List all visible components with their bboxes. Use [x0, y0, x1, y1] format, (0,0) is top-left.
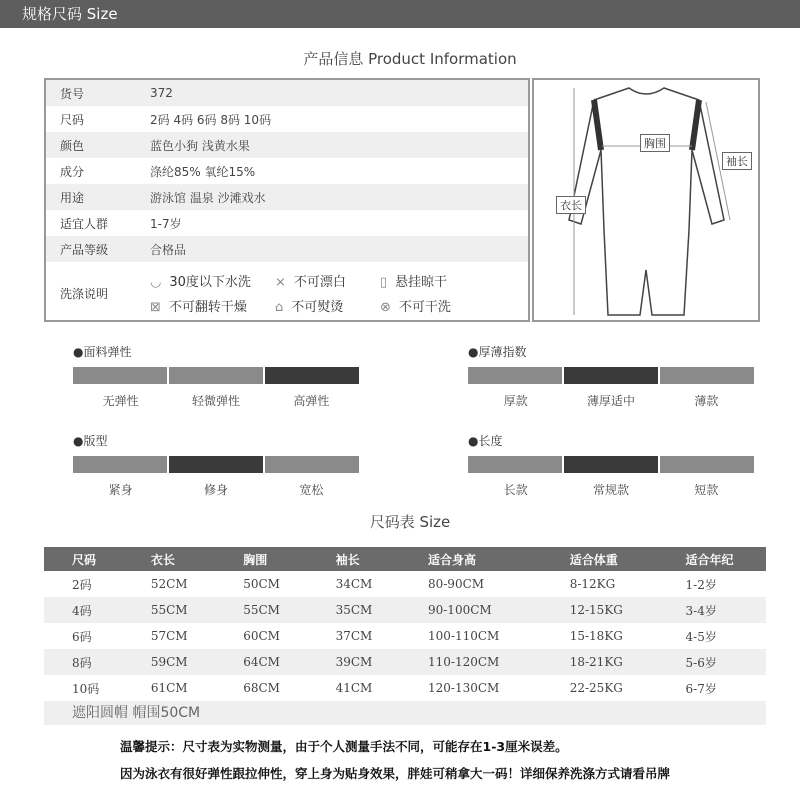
table-cell: 41CM — [335, 681, 373, 695]
info-value: 372 — [150, 86, 173, 100]
attribute-option: 修身 — [203, 483, 228, 497]
table-row — [44, 597, 766, 623]
info-value: 1-7岁 — [150, 216, 182, 231]
table-cell: 35CM — [308, 597, 400, 623]
column-header: 胸围 — [215, 547, 307, 571]
info-key: 适宜人群 — [60, 216, 109, 231]
wash-item: 不可熨烫 — [291, 300, 344, 315]
table-cell: 37CM — [335, 629, 373, 643]
attribute-label: ●版型 — [73, 434, 108, 448]
table-cell: 59CM — [123, 649, 215, 675]
wash-row — [46, 262, 528, 324]
table-cell: 12-15KG — [542, 597, 658, 623]
attribute-scale — [73, 432, 359, 498]
column-header: 尺码 — [44, 547, 123, 571]
table-cell: 39CM — [308, 649, 400, 675]
attribute-bar-segment — [169, 367, 263, 384]
info-key: 货号 — [60, 86, 85, 101]
attribute-option: 无弹性 — [102, 394, 139, 408]
no-bleach-icon: ⨯ — [275, 275, 286, 290]
attribute-scale — [468, 343, 754, 409]
attribute-option: 薄厚适中 — [586, 394, 635, 408]
table-cell: 55CM — [215, 597, 307, 623]
attribute-bar-segment — [660, 456, 754, 473]
attribute-option: 轻微弹性 — [191, 394, 240, 408]
table-cell: 64CM — [215, 649, 307, 675]
info-key: 成分 — [60, 164, 85, 179]
table-cell: 5-6岁 — [658, 649, 767, 675]
attribute-scale — [73, 343, 359, 409]
table-row — [44, 649, 766, 675]
attribute-label: ●面料弹性 — [73, 345, 132, 359]
info-key: 尺码 — [60, 112, 85, 127]
attribute-bar-segment — [73, 367, 167, 384]
info-value: 蓝色小狗 浅黄水果 — [150, 138, 250, 153]
info-row — [46, 106, 528, 132]
attribute-bar-segment — [564, 456, 658, 473]
no-iron-icon: ⌂ — [275, 300, 284, 315]
attribute-bar-segment — [468, 367, 562, 384]
size-table — [44, 547, 766, 701]
table-cell: 1-2岁 — [685, 577, 717, 592]
table-row — [44, 675, 766, 701]
wash-item: 不可漂白 — [293, 275, 346, 290]
note-2: 因为泳衣有很好弹性跟拉伸性，穿上身为贴身效果，胖娃可稍拿大一码！详细保养洗涤方式请看吊牌 — [120, 766, 671, 781]
attribute-bar-segment — [169, 456, 263, 473]
attribute-option: 宽松 — [299, 483, 324, 497]
info-value: 涤纶85% 氧纶15% — [150, 164, 256, 179]
chest-label: 胸围 — [640, 134, 670, 152]
info-value: 合格品 — [150, 242, 187, 257]
table-cell: 52CM — [150, 577, 188, 591]
info-row — [46, 158, 528, 184]
table-cell: 4-5岁 — [685, 629, 717, 644]
column-header: 袖长 — [308, 547, 400, 571]
attribute-label: ●长度 — [468, 434, 503, 448]
attribute-option: 常规款 — [592, 483, 629, 497]
info-value: 2码 4码 6码 8码 10码 — [150, 112, 272, 127]
table-row — [44, 623, 766, 649]
hat-size: 遮阳圆帽 帽围50CM — [44, 701, 766, 725]
table-cell: 10码 — [72, 681, 100, 696]
note-1: 温馨提示：尺寸表为实物测量，由于个人测量手法不同，可能存在1-3厘米误差。 — [120, 739, 568, 754]
table-cell: 4码 — [44, 597, 123, 623]
info-row — [46, 210, 528, 236]
attribute-option: 高弹性 — [293, 394, 330, 408]
length-label: 衣长 — [556, 196, 586, 214]
table-row — [44, 571, 766, 597]
info-key: 产品等级 — [60, 242, 109, 257]
table-cell: 18-21KG — [542, 649, 658, 675]
column-header: 适合年纪 — [658, 547, 767, 571]
attribute-bar-segment — [468, 456, 562, 473]
info-key: 颜色 — [60, 138, 85, 153]
page-header: 规格尺码 Size — [0, 0, 800, 28]
size-table-title: 尺码表 Size — [369, 513, 451, 531]
table-cell: 110-120CM — [400, 649, 542, 675]
attribute-bar-segment — [660, 367, 754, 384]
attribute-bar-segment — [265, 367, 359, 384]
table-cell: 15-18KG — [569, 629, 623, 643]
table-cell: 68CM — [243, 681, 280, 695]
info-row — [46, 80, 528, 106]
column-header: 适合身高 — [400, 547, 542, 571]
attribute-option: 厚款 — [503, 394, 528, 408]
attribute-option: 薄款 — [694, 394, 719, 408]
attribute-option: 长款 — [503, 483, 528, 497]
product-info-title: 产品信息 Product Information — [303, 50, 517, 68]
info-key: 用途 — [60, 190, 85, 205]
garment-diagram — [532, 78, 760, 322]
wash-item: 不可干洗 — [398, 300, 451, 315]
size-table-section — [44, 547, 766, 725]
attribute-option: 紧身 — [108, 483, 133, 497]
table-cell: 57CM — [150, 629, 188, 643]
table-cell: 8码 — [44, 649, 123, 675]
table-cell: 90-100CM — [400, 597, 542, 623]
no-dry-clean-icon: ⊗ — [380, 300, 391, 315]
sleeve-label: 袖长 — [722, 152, 752, 170]
table-cell: 60CM — [243, 629, 280, 643]
info-row — [46, 184, 528, 210]
table-cell: 6-7岁 — [685, 681, 717, 696]
product-info-table — [44, 78, 530, 322]
table-cell: 34CM — [335, 577, 373, 591]
table-cell: 6码 — [72, 629, 92, 644]
info-value: 游泳馆 温泉 沙滩戏水 — [150, 190, 266, 205]
wash-item: 30度以下水洗 — [169, 275, 251, 290]
no-tumble-dry-icon: ⊠ — [150, 300, 161, 315]
wash-item: 悬挂晾干 — [395, 275, 448, 290]
table-cell: 120-130CM — [427, 681, 500, 695]
table-cell: 8-12KG — [569, 577, 616, 591]
table-cell: 80-90CM — [427, 577, 485, 591]
table-cell: 100-110CM — [427, 629, 500, 643]
wash-30-icon: ◡ — [150, 275, 162, 290]
column-header: 适合体重 — [542, 547, 658, 571]
table-cell: 2码 — [72, 577, 92, 592]
attribute-bar-segment — [265, 456, 359, 473]
wash-item: 不可翻转干燥 — [168, 300, 247, 315]
attribute-bar-segment — [564, 367, 658, 384]
table-cell: 3-4岁 — [658, 597, 767, 623]
table-cell: 61CM — [150, 681, 188, 695]
wash-label: 洗涤说明 — [60, 286, 109, 301]
table-cell: 55CM — [123, 597, 215, 623]
attribute-bar-segment — [73, 456, 167, 473]
hang-dry-icon: ▯ — [380, 275, 388, 290]
attribute-label: ●厚薄指数 — [468, 345, 527, 359]
column-header: 衣长 — [123, 547, 215, 571]
info-row — [46, 132, 528, 158]
table-cell: 22-25KG — [569, 681, 623, 695]
info-row — [46, 236, 528, 262]
attribute-scale — [468, 432, 754, 498]
table-cell: 50CM — [243, 577, 280, 591]
attribute-option: 短款 — [694, 483, 719, 497]
